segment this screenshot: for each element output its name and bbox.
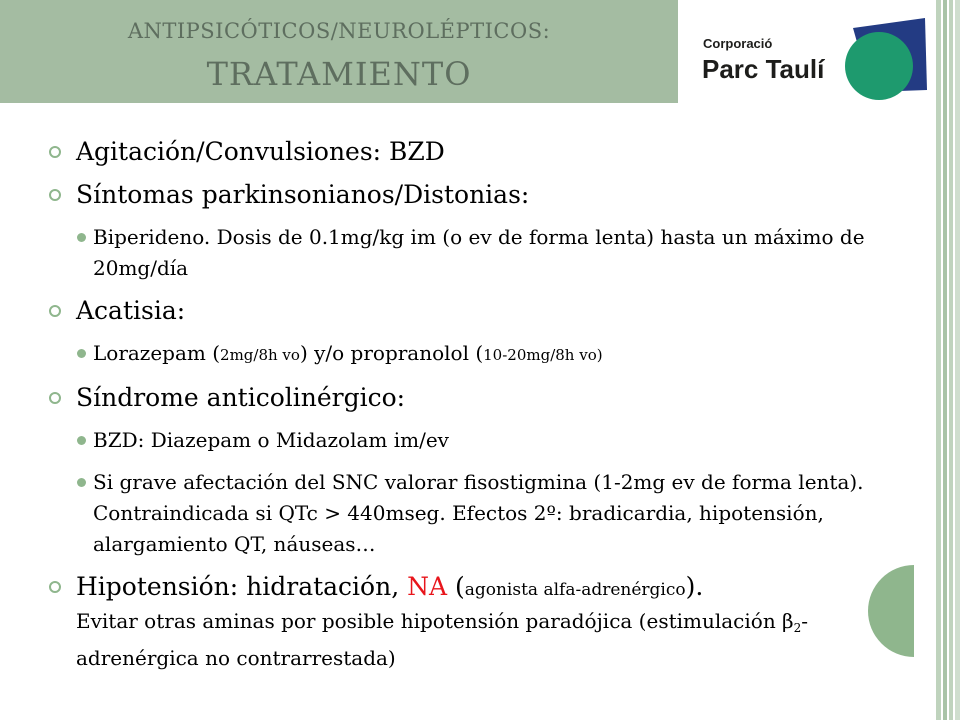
dot-icon xyxy=(77,436,86,445)
list-item xyxy=(48,179,908,210)
logo-text-big: Parc Taulí xyxy=(702,54,825,84)
item-text: Lorazepam ( xyxy=(93,341,221,365)
item-continuation xyxy=(76,606,908,673)
sub-list-item xyxy=(48,222,891,284)
bullet-icon xyxy=(48,145,62,159)
decorative-stripes xyxy=(936,0,960,720)
item-text: ). xyxy=(685,572,704,601)
item-text: ( xyxy=(447,572,465,601)
logo-mark-icon xyxy=(683,14,933,100)
dot-icon xyxy=(77,349,86,358)
subscript-text: 2 xyxy=(793,621,802,635)
sub-list-item xyxy=(48,467,891,560)
item-text: Hipotensión: hidratación, xyxy=(76,572,408,601)
sub-list-item xyxy=(48,338,891,371)
bullet-icon xyxy=(48,580,62,594)
list-item xyxy=(48,382,908,413)
highlight-text: NA xyxy=(407,572,448,601)
bullet-list xyxy=(48,136,908,685)
item-text: Evitar otras aminas por posible hipotensión paradójica (estimulación β xyxy=(76,609,794,633)
slide-subtitle: ANTIPSICÓTICOS/NEUROLÉPTICOS: xyxy=(127,19,551,43)
item-text: -adrenérgica no contrarrestada) xyxy=(76,609,809,670)
title-banner xyxy=(0,0,678,103)
dose-text: 2mg/8h vo xyxy=(220,346,300,364)
item-text: Si grave afectación del SNC valorar fisostigmina (1-2mg ev de forma lenta). Contraindicada si QTc > 440mseg. Efectos 2º: bradicardia, hipotensión, alargamiento QT, náuseas… xyxy=(93,470,864,556)
dot-icon xyxy=(77,478,86,487)
list-item xyxy=(48,295,908,326)
list-item xyxy=(48,571,908,673)
note-text: agonista alfa-adrenérgico xyxy=(464,580,686,600)
dot-icon xyxy=(77,233,86,242)
bullet-icon xyxy=(48,304,62,318)
logo-text-small: Corporació xyxy=(703,36,773,51)
list-item xyxy=(48,136,908,167)
logo xyxy=(683,14,933,100)
bullet-icon xyxy=(48,391,62,405)
slide-title: TRATAMIENTO xyxy=(206,55,472,93)
bullet-icon xyxy=(48,188,62,202)
item-text: Agitación/Convulsiones: BZD xyxy=(76,137,445,166)
item-text: Acatisia: xyxy=(76,296,186,325)
item-text: Síntomas parkinsonianos/Distonias: xyxy=(76,180,530,209)
item-text: Síndrome anticolinérgico: xyxy=(76,383,406,412)
sub-list-item xyxy=(48,425,891,456)
item-text: BZD: Diazepam o Midazolam im/ev xyxy=(93,428,449,452)
item-text: Biperideno. Dosis de 0.1mg/kg im (o ev de forma lenta) hasta un máximo de 20mg/día xyxy=(93,225,865,280)
dose-text: 10-20mg/8h vo) xyxy=(483,346,603,364)
item-text: ) y/o propranolol ( xyxy=(299,341,484,365)
